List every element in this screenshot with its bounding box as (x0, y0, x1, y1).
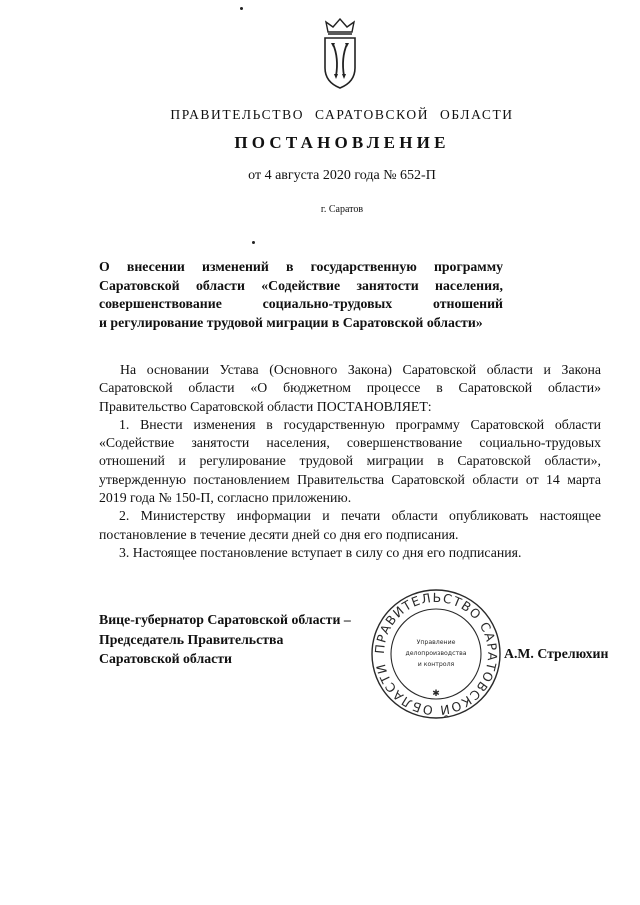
scan-speck (240, 7, 243, 10)
document-subject (99, 258, 503, 332)
signatory-position-line: Саратовской области (99, 651, 232, 666)
signatory-position-line: Вице-губернатор Саратовской области – (99, 612, 351, 627)
signatory-position-line: Председатель Правительства (99, 631, 284, 647)
svg-text:делопроизводства: делопроизводства (405, 650, 467, 657)
clause-1: 1. Внести изменения в государственную программу Саратовской области «Содействие занятости населения, совершенствование социально-трудовых отношений и регулирование трудовой миграции в Саратовской области», утвержденную постановлением Правительства Саратовской области от 14 марта 2019 года № 150-П, согласно приложению. (99, 416, 601, 506)
subject-line: Саратовской области «Содействие занятости населения, (99, 277, 503, 293)
document-type-title: ПОСТАНОВЛЕНИЕ (234, 133, 450, 152)
svg-text:и контроля: и контроля (417, 661, 455, 668)
signatory-name: А.М. Стрелюхин (504, 646, 609, 661)
subject-line: совершенствование социально-трудовых отношений (99, 296, 503, 311)
svg-text:✱: ✱ (432, 689, 440, 699)
subject-line: О внесении изменений в государственную программу (99, 259, 503, 274)
preamble-paragraph: На основании Устава (Основного Закона) Саратовской области и Закона Саратовской области «О бюджетном процессе в Саратовской области» Правительство Саратовской области ПОСТАНОВЛЯЕТ: (99, 362, 601, 414)
scan-speck (252, 241, 255, 244)
clause-3: 3. Настоящее постановление вступает в силу со дня его подписания. (119, 544, 522, 560)
government-name: ПРАВИТЕЛЬСТВО САРАТОВСКОЙ ОБЛАСТИ (170, 107, 514, 122)
saratov-coat-of-arms-icon (320, 18, 360, 90)
document-city: г. Саратов (320, 204, 364, 215)
subject-line: и регулирование трудовой миграции в Саратовской области» (99, 314, 483, 330)
svg-text:Управление: Управление (416, 639, 456, 646)
clause-2: 2. Министерству информации и печати области опубликовать настоящее постановление в течение десяти дней со дня его подписания. (99, 508, 601, 542)
official-seal-stamp (368, 586, 504, 722)
document-date-number: от 4 августа 2020 года № 652-П (248, 168, 436, 183)
svg-text:ПРАВИТЕЛЬСТВО САРАТОВСКОЙ ОБЛА: ПРАВИТЕЛЬСТВО САРАТОВСКОЙ ОБЛАСТИ (371, 589, 501, 719)
signatory-position (99, 610, 389, 669)
document-body (99, 361, 601, 562)
